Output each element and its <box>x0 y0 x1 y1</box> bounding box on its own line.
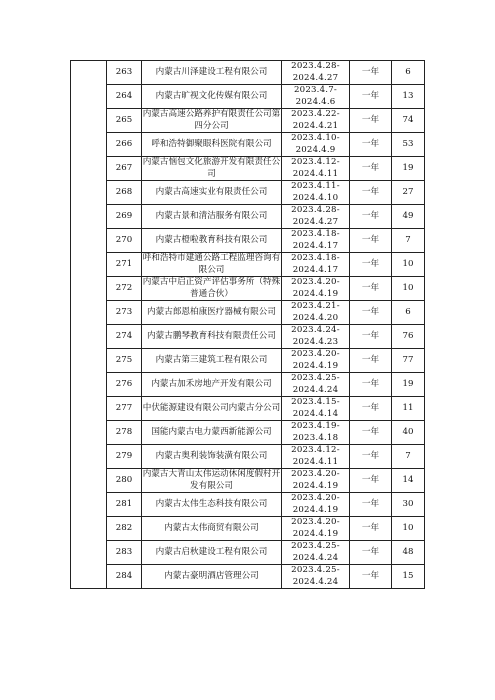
person-count: 30 <box>392 493 425 517</box>
company-name: 国能内蒙古电力蒙西新能源公司 <box>142 421 282 445</box>
validity-period: 2023.4.20-2024.4.19 <box>282 277 350 301</box>
row-number: 280 <box>107 469 142 493</box>
company-name: 内蒙古高速公路养护有限责任公司第四分公司 <box>142 109 281 131</box>
validity-period: 2023.4.12-2024.4.11 <box>282 445 350 469</box>
row-number: 270 <box>107 229 142 253</box>
company-name: 呼和浩特市建通公路工程监理咨询有限公司 <box>142 253 281 275</box>
row-number: 281 <box>107 493 142 517</box>
row-number: 264 <box>107 85 142 109</box>
person-count: 15 <box>392 565 425 589</box>
company-name: 内蒙古旷视文化传媒有限公司 <box>142 85 282 109</box>
table-row <box>71 253 425 277</box>
validity-period: 2023.4.20-2024.4.19 <box>282 517 350 541</box>
validity-period: 2023.4.18-2024.4.17 <box>282 253 350 277</box>
company-name: 内蒙古恼包文化旅游开发有限责任公司 <box>142 157 281 179</box>
company-name: 内蒙古奥利装饰装潢有限公司 <box>142 445 282 469</box>
term: 一年 <box>350 349 392 373</box>
row-number: 268 <box>107 181 142 205</box>
validity-period: 2023.4.25-2024.4.24 <box>282 565 350 589</box>
table-row <box>71 157 425 181</box>
company-name: 内蒙古第三建筑工程有限公司 <box>142 349 282 373</box>
table-row <box>71 421 425 445</box>
person-count: 11 <box>392 397 425 421</box>
person-count: 74 <box>392 109 425 133</box>
table-row <box>71 301 425 325</box>
person-count: 40 <box>392 421 425 445</box>
table-row <box>71 85 425 109</box>
person-count: 19 <box>392 373 425 397</box>
row-number: 283 <box>107 541 142 565</box>
row-number: 263 <box>107 61 142 85</box>
term: 一年 <box>350 493 392 517</box>
company-name: 内蒙古大青山太伟运动休闲度假村开发有限公司 <box>142 469 281 491</box>
term: 一年 <box>350 277 392 301</box>
person-count: 14 <box>392 469 425 493</box>
table-row <box>71 445 425 469</box>
validity-period: 2023.4.15-2024.4.14 <box>282 397 350 421</box>
table-row <box>71 493 425 517</box>
validity-period: 2023.4.10-2024.4.9 <box>282 133 350 157</box>
person-count: 7 <box>392 445 425 469</box>
company-name: 内蒙古太伟商贸有限公司 <box>142 517 282 541</box>
table-row <box>71 541 425 565</box>
term: 一年 <box>350 229 392 253</box>
term: 一年 <box>350 133 392 157</box>
validity-period: 2023.4.7-2024.4.6 <box>282 85 350 109</box>
group-cell <box>71 61 107 589</box>
row-number: 277 <box>107 397 142 421</box>
row-number: 273 <box>107 301 142 325</box>
validity-period: 2023.4.22-2024.4.21 <box>282 109 350 133</box>
term: 一年 <box>350 301 392 325</box>
table-row <box>71 133 425 157</box>
term: 一年 <box>350 373 392 397</box>
row-number: 271 <box>107 253 142 277</box>
person-count: 7 <box>392 229 425 253</box>
person-count: 19 <box>392 157 425 181</box>
company-name: 中伏能源建设有限公司内蒙古分公司 <box>142 397 282 421</box>
term: 一年 <box>350 421 392 445</box>
person-count: 48 <box>392 541 425 565</box>
person-count: 53 <box>392 133 425 157</box>
company-name: 内蒙古鹏琴教育科技有限责任公司 <box>142 325 282 349</box>
row-number: 267 <box>107 157 142 181</box>
term: 一年 <box>350 325 392 349</box>
table-row <box>71 109 425 133</box>
validity-period: 2023.4.24-2024.4.23 <box>282 325 350 349</box>
company-name: 内蒙古豪明酒店管理公司 <box>142 565 282 589</box>
person-count: 76 <box>392 325 425 349</box>
person-count: 6 <box>392 301 425 325</box>
row-number: 276 <box>107 373 142 397</box>
table-row <box>71 373 425 397</box>
company-name: 内蒙古川泽建设工程有限公司 <box>142 61 282 85</box>
person-count: 10 <box>392 517 425 541</box>
validity-period: 2023.4.21-2024.4.20 <box>282 301 350 325</box>
table-row <box>71 205 425 229</box>
table-row <box>71 469 425 493</box>
validity-period: 2023.4.18-2024.4.17 <box>282 229 350 253</box>
company-name: 内蒙古景和清洁服务有限公司 <box>142 205 282 229</box>
row-number: 275 <box>107 349 142 373</box>
person-count: 10 <box>392 277 425 301</box>
term: 一年 <box>350 253 392 277</box>
table-row <box>71 565 425 589</box>
person-count: 10 <box>392 253 425 277</box>
term: 一年 <box>350 541 392 565</box>
row-number: 279 <box>107 445 142 469</box>
validity-period: 2023.4.28-2024.4.27 <box>282 205 350 229</box>
term: 一年 <box>350 157 392 181</box>
term: 一年 <box>350 565 392 589</box>
table-row <box>71 229 425 253</box>
company-name: 内蒙古加禾房地产开发有限公司 <box>142 373 282 397</box>
person-count: 6 <box>392 61 425 85</box>
term: 一年 <box>350 85 392 109</box>
company-name: 内蒙古启秋建设工程有限公司 <box>142 541 282 565</box>
term: 一年 <box>350 397 392 421</box>
row-number: 269 <box>107 205 142 229</box>
row-number: 278 <box>107 421 142 445</box>
row-number: 265 <box>107 109 142 133</box>
table-row <box>71 61 425 85</box>
row-number: 282 <box>107 517 142 541</box>
validity-period: 2023.4.28-2024.4.27 <box>282 61 350 85</box>
table-row <box>71 397 425 421</box>
term: 一年 <box>350 61 392 85</box>
company-name: 内蒙古太伟生态科技有限公司 <box>142 493 282 517</box>
row-number: 266 <box>107 133 142 157</box>
person-count: 77 <box>392 349 425 373</box>
validity-period: 2023.4.20-2024.4.19 <box>282 469 350 493</box>
company-name: 呼和浩特御聚眼科医院有限公司 <box>142 133 282 157</box>
company-name: 内蒙古中启正资产评估事务所（特殊普通合伙） <box>142 277 281 299</box>
table-row <box>71 517 425 541</box>
validity-period: 2023.4.11-2024.4.10 <box>282 181 350 205</box>
table-row <box>71 349 425 373</box>
term: 一年 <box>350 469 392 493</box>
table-row <box>71 325 425 349</box>
person-count: 13 <box>392 85 425 109</box>
validity-period: 2023.4.25-2024.4.24 <box>282 373 350 397</box>
table-row <box>71 181 425 205</box>
company-name: 内蒙古橙啦教育科技有限公司 <box>142 229 282 253</box>
row-number: 272 <box>107 277 142 301</box>
person-count: 27 <box>392 181 425 205</box>
term: 一年 <box>350 205 392 229</box>
table-row <box>71 277 425 301</box>
term: 一年 <box>350 517 392 541</box>
company-name: 内蒙古郎恩柏康医疗器械有限公司 <box>142 301 282 325</box>
validity-period: 2023.4.19-2023.4.18 <box>282 421 350 445</box>
term: 一年 <box>350 445 392 469</box>
validity-period: 2023.4.12-2024.4.11 <box>282 157 350 181</box>
person-count: 49 <box>392 205 425 229</box>
validity-period: 2023.4.20-2024.4.19 <box>282 493 350 517</box>
term: 一年 <box>350 181 392 205</box>
row-number: 274 <box>107 325 142 349</box>
table-body <box>71 61 425 589</box>
term: 一年 <box>350 109 392 133</box>
row-number: 284 <box>107 565 142 589</box>
validity-period: 2023.4.25-2024.4.24 <box>282 541 350 565</box>
validity-period: 2023.4.20-2024.4.19 <box>282 349 350 373</box>
company-table <box>70 60 425 589</box>
company-name: 内蒙古高速实业有限责任公司 <box>142 181 282 205</box>
